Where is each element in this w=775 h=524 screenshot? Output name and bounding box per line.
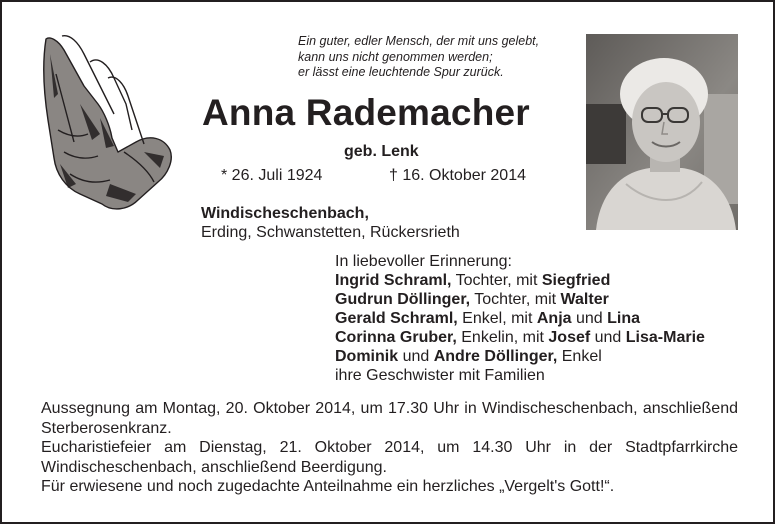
mourner-line	[335, 328, 705, 347]
mourner-name: Gerald Schraml,	[335, 310, 458, 327]
mourner-relation: und	[398, 348, 434, 365]
mourner-name: Dominik	[335, 348, 399, 365]
service-details	[41, 399, 738, 497]
mourner-partner: Siegfried	[541, 272, 611, 289]
service-paragraph: Eucharistiefeier am Dienstag, 21. Oktober 2014, um 14.30 Uhr in der Stadtpfarrkirche Windischeschenbach, anschließend Beerdigung.	[41, 439, 738, 476]
portrait-image	[586, 34, 738, 230]
locations	[201, 204, 460, 242]
birth-date: * 26. Juli 1924	[221, 167, 323, 184]
mourner-conj: und	[571, 310, 608, 327]
mourner-relation: Tochter, mit	[451, 272, 542, 289]
mourner-partner: Lina	[607, 310, 641, 327]
mourner-line	[335, 271, 705, 290]
mourners-intro: In liebevoller Erinnerung:	[335, 253, 512, 270]
mourner-partner: Walter	[560, 291, 609, 308]
mourner-conj: und	[590, 329, 626, 346]
mourner-line	[335, 290, 705, 309]
thanks-paragraph: Für erwiesene und noch zugedachte Anteilnahme ein herzliches „Vergelt's Gott!“.	[41, 478, 615, 495]
other-locations: Erding, Schwanstetten, Rückersrieth	[201, 224, 460, 241]
primary-location: Windischeschenbach,	[201, 205, 369, 222]
mourner-name: Gudrun Döllinger,	[335, 291, 471, 308]
quote-line: kann uns nicht genommen werden;	[298, 49, 493, 64]
praying-hands-icon	[40, 34, 175, 212]
birth-name: geb. Lenk	[344, 143, 419, 160]
quote-line: Ein guter, edler Mensch, der mit uns gelebt,	[298, 34, 540, 48]
mourner-conj: Enkel	[557, 348, 602, 365]
service-paragraph: Aussegnung am Montag, 20. Oktober 2014, um 17.30 Uhr in Windischeschenbach, anschließend Sterberosenkranz.	[41, 400, 738, 437]
mourner-line	[335, 347, 705, 366]
mourner-relation: Enkel, mit	[457, 310, 537, 327]
memorial-quote	[298, 34, 578, 81]
mourner-line	[335, 309, 705, 328]
death-date: † 16. Oktober 2014	[389, 167, 526, 184]
mourner-partner: Lisa-Marie	[625, 329, 705, 346]
mourner-name: Ingrid Schraml,	[335, 272, 452, 289]
mourner-partner: Josef	[548, 329, 591, 346]
quote-line: er lässt eine leuchtende Spur zurück.	[298, 65, 504, 79]
mourner-name: Corinna Gruber,	[335, 329, 457, 346]
deceased-name: Anna Rademacher	[202, 92, 530, 133]
mourner-partner: Andre Döllinger,	[433, 348, 558, 365]
mourner-partner: Anja	[536, 310, 572, 327]
portrait-photo	[586, 34, 738, 230]
mourner-relation: Tochter, mit	[470, 291, 561, 308]
mourner-relation: Enkelin, mit	[456, 329, 549, 346]
mourners-closing: ihre Geschwister mit Familien	[335, 367, 545, 384]
mourners-list	[335, 252, 705, 385]
